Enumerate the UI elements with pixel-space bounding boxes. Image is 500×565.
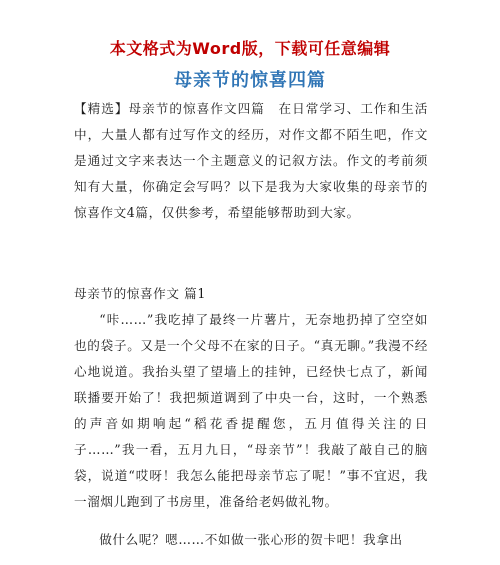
intro-paragraph xyxy=(74,96,428,226)
article-paragraph-2: 做什么呢？嗯……不如做一张心形的贺卡吧！我拿出 xyxy=(99,532,403,547)
format-banner: 本文格式为Word版，下载可任意编辑 xyxy=(109,39,391,58)
document-title: 母亲节的惊喜四篇 xyxy=(174,70,326,91)
intro-text: 【精选】母亲节的惊喜作文四篇 在日常学习、工作和生活中，大量人都有过写作文的经历，对作文都不陌生吧，作文是通过文字来表达一个主题意义的记叙方法。作文的考前须知有大量，你确定会写吗？以下是我为大家收集的母亲节的惊喜作文4篇，仅供参考，希望能够帮助到大家。 xyxy=(74,101,428,220)
section-heading: 母亲节的惊喜作文 篇1 xyxy=(74,286,206,301)
article-paragraph-1: “咔……”我吃掉了最终一片薯片，无奈地扔掉了空空如也的袋子。又是一个父母不在家的日子。“真无聊。”我漫不经心地说道。我抬头望了望墙上的挂钟，已经快七点了，新闻联播要开始了！我把频道调到了中央一台，这时，一个熟悉的声音如期响起“稻花香提醒您，五月值得关注的日子……”我一看，五月九日，“母亲节”！我敲了敲自己的脑袋，说道“哎呀！我怎么能把母亲节忘了呢！”事不宜迟，我一溜烟儿跑到了书房里，准备给老妈做礼物。 xyxy=(74,312,428,509)
article-body xyxy=(74,307,428,553)
